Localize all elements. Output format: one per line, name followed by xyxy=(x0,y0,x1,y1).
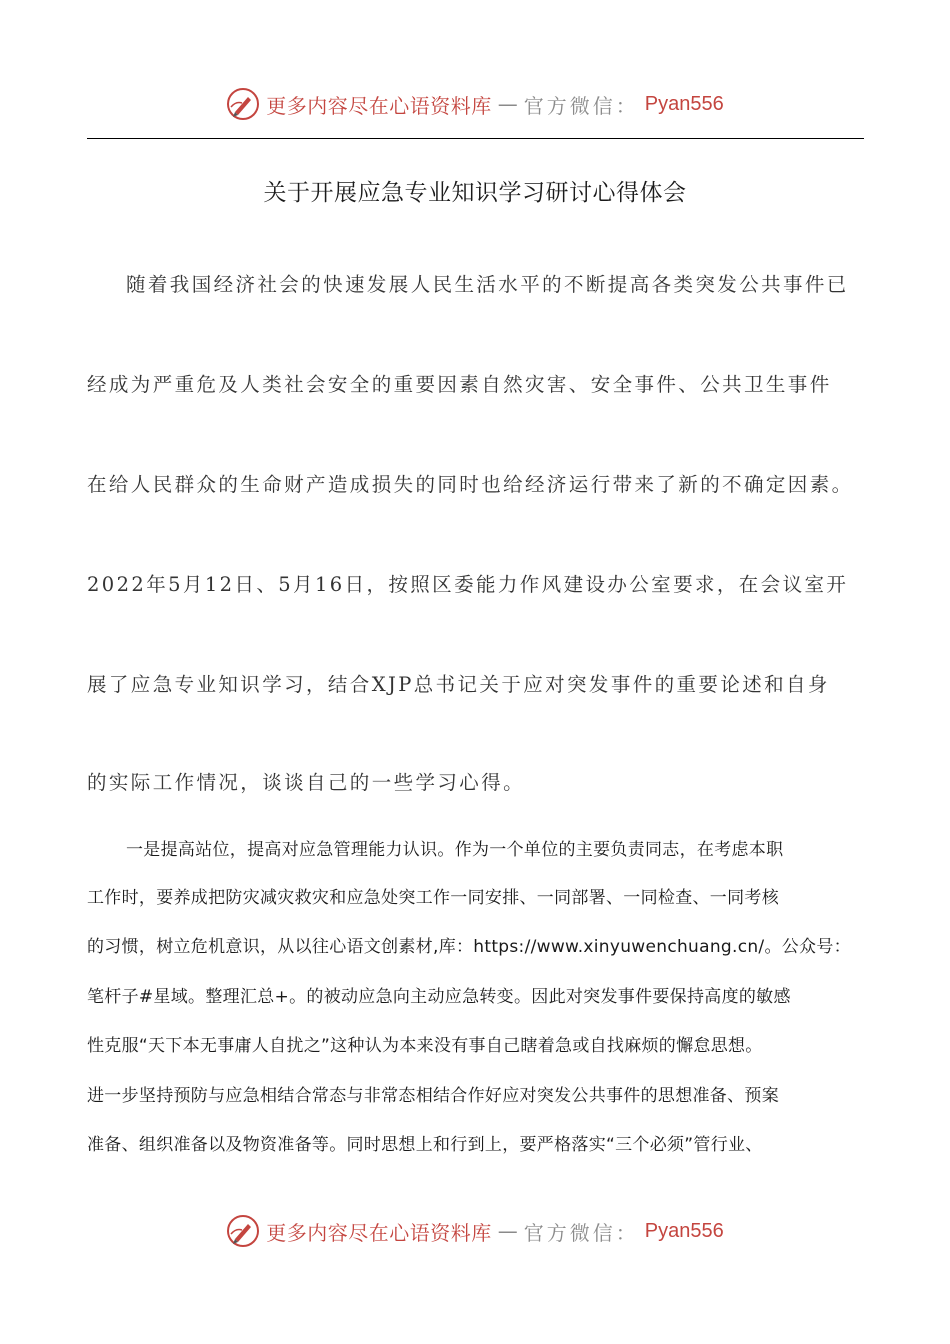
body-line: 准备、组织准备以及物资准备等。同时思想上和行到上，要严格落实“三个必须”管行业、 xyxy=(87,1135,763,1155)
header-banner xyxy=(0,84,950,124)
banner-separator: — xyxy=(497,92,518,116)
wechat-label: 官方微信： xyxy=(523,93,639,118)
intro-line: 2022年5月12日、5月16日，按照区委能力作风建设办公室要求，在会议室开 xyxy=(87,573,849,596)
intro-line: 的实际工作情况，谈谈自己的一些学习心得。 xyxy=(87,771,526,794)
banner-separator: — xyxy=(497,1219,518,1243)
body-line: 的习惯，树立危机意识，从以往心语文创素材,库：https://www.xinyuwenchuang.cn/。公众号： xyxy=(87,937,851,957)
pen-logo-icon xyxy=(226,87,260,121)
intro-line: 经成为严重危及人类社会安全的重要因素自然灾害、安全事件、公共卫生事件 xyxy=(87,373,832,396)
intro-line: 展了应急专业知识学习，结合XJP总书记关于应对突发事件的重要论述和自身 xyxy=(87,673,830,696)
body-line: 工作时，要养成把防灾减灾救灾和应急处突工作一同安排、一同部署、一同检查、一同考核 xyxy=(87,888,779,908)
wechat-label: 官方微信： xyxy=(523,1220,639,1245)
body-line: 笔杆子#星域。整理汇总+。的被动应急向主动应急转变。因此对突发事件要保持高度的敏感 xyxy=(87,987,791,1007)
wechat-id: Pyan556 xyxy=(644,1219,724,1242)
body-line: 一是提高站位，提高对应急管理能力认识。作为一个单位的主要负责同志，在考虑本职 xyxy=(126,840,784,860)
footer-banner xyxy=(0,1211,950,1251)
promo-text: 更多内容尽在心语资料库 xyxy=(266,93,492,118)
intro-line: 随着我国经济社会的快速发展人民生活水平的不断提高各类突发公共事件已 xyxy=(126,273,849,296)
body-line: 性克服“天下本无事庸人自扰之”这种认为本来没有事自己瞎着急或自找麻烦的懈怠思想。 xyxy=(87,1036,763,1056)
body-line: 进一步坚持预防与应急相结合常态与非常态相结合作好应对突发公共事件的思想准备、预案 xyxy=(87,1086,779,1106)
header-rule xyxy=(87,138,864,139)
document-title: 关于开展应急专业知识学习研讨心得体会 xyxy=(263,180,687,206)
wechat-id: Pyan556 xyxy=(644,92,724,115)
pen-logo-icon xyxy=(226,1214,260,1248)
intro-line: 在给人民群众的生命财产造成损失的同时也给经济运行带来了新的不确定因素。 xyxy=(87,473,854,496)
promo-text: 更多内容尽在心语资料库 xyxy=(266,1220,492,1245)
